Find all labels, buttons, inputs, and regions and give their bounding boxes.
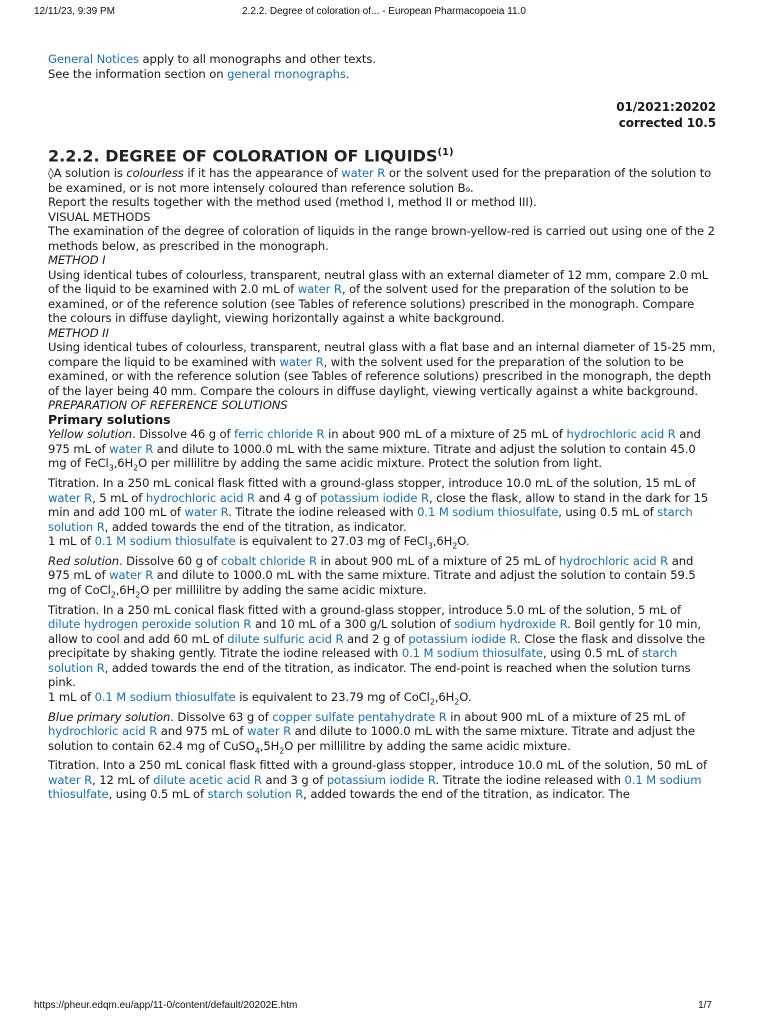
intro-italic: colourless [126, 166, 184, 181]
print-page-title: 2.2.2. Degree of coloration of... - European Pharmacopoeia 11.0 [242, 6, 526, 17]
dilute-sulfuric-acid-link[interactable]: dilute sulfuric acid R [227, 631, 344, 646]
monograph-content [48, 52, 716, 802]
general-notices-link[interactable]: General Notices [48, 52, 139, 66]
notices-text-2: See the information section on [48, 66, 228, 81]
general-monographs-link[interactable]: general monographs [227, 66, 346, 81]
text: ,6H [432, 534, 453, 549]
red-solution-paragraph [48, 554, 716, 603]
hydrochloric-acid-link[interactable]: hydrochloric acid R [558, 553, 669, 568]
text: Titration. In a 250 mL conical flask fitted with a ground-glass stopper, introduce 10.0 mL of the solution, 15 mL of [48, 476, 696, 491]
hydrochloric-acid-link[interactable]: hydrochloric acid R [566, 427, 676, 442]
text: . Dissolve 46 g of [132, 427, 235, 442]
text: , added towards the end of the titration, as indicator. [104, 519, 407, 534]
text: ,6H [115, 582, 136, 597]
yellow-equivalence [48, 534, 716, 554]
text: Titration. Into a 250 mL conical flask fitted with a ground-glass stopper, introduce 10.0 mL of the solution, 50 mL of [48, 758, 707, 773]
text: and dilute to 1000.0 mL with the same mixture. Titrate and adjust the solution to contain 62.4 mg of CuSO [48, 724, 695, 753]
text: , added towards the end of the titration, as indicator. The [303, 787, 630, 802]
text: and 3 g of [261, 772, 327, 787]
text: . Dissolve 63 g of [170, 709, 273, 724]
yellow-titration-paragraph [48, 476, 716, 534]
method-1-a: Using identical tubes of colourless, transparent, neutral glass with an external diameter of 12 mm, compare 2.0 mL of the liquid to be examined with 2.0 mL of [48, 267, 709, 297]
starch-solution-link[interactable]: starch solution R [207, 787, 304, 802]
subscript: 4 [254, 745, 260, 755]
text: , added towards the end of the titration, as indicator. The end-point is reached when the solution turns pink. [48, 660, 691, 690]
text: and 975 mL of [48, 553, 694, 583]
text: is equivalent to 23.79 mg of CoCl [235, 689, 430, 704]
text: is equivalent to 27.03 mg of FeCl [235, 534, 428, 549]
text: . Dissolve 60 g of [118, 553, 221, 568]
water-r-link[interactable]: water R [297, 282, 342, 297]
method-2-text [48, 340, 716, 398]
visual-methods-heading: VISUAL METHODS [48, 209, 151, 224]
subscript: 2 [135, 590, 141, 600]
report-paragraph: Report the results together with the method used (method I, method II or method III). [48, 195, 537, 210]
blue-solution-label: Blue primary solution [48, 709, 171, 724]
text: . Close the flask and dissolve the precipitate by shaking gently. Titrate the iodine released with [48, 631, 706, 661]
text: in about 900 mL of a mixture of 25 mL of [324, 427, 567, 442]
dilute-acetic-acid-link[interactable]: dilute acetic acid R [153, 772, 262, 787]
sodium-thiosulfate-link[interactable]: 0.1 M sodium thiosulfate [401, 646, 543, 661]
text: O per millilitre by adding the same acidic mixture. Protect the solution from light. [138, 456, 602, 471]
text: . Titrate the iodine released with [228, 505, 418, 520]
method-2-b: , with the solvent used for the preparation of the solution to be examined, or with the reference solution (see Tables of reference solutions) prescribed in the monograph, the depth of the layer being 40 mm. Compare the colours in diffuse daylight, viewing vertically against a white background. [48, 354, 712, 398]
document-id [48, 99, 716, 131]
subscript: 3 [427, 541, 433, 551]
text: and 975 mL of [48, 427, 701, 456]
method-1-b: , of the solvent used for the preparation of the solution to be examined, or of the reference solution (see Tables of reference solutions) prescribed in the monograph. Compare the colours in diffuse daylight, viewing horizontally against a white background. [48, 282, 695, 326]
sodium-thiosulfate-link[interactable]: 0.1 M sodium thiosulfate [48, 772, 702, 802]
text: ,6H [113, 456, 134, 471]
text: , using 0.5 mL of [108, 787, 208, 802]
cobalt-chloride-link[interactable]: cobalt chloride R [221, 553, 317, 568]
subscript: 2 [133, 463, 139, 473]
red-solution-label: Red solution [48, 553, 119, 568]
blue-solution-paragraph [48, 710, 716, 759]
general-monographs-line [48, 67, 716, 82]
method-2-heading: METHOD II [48, 325, 109, 340]
text: and 4 g of [254, 490, 320, 505]
text: , 12 mL of [92, 772, 154, 787]
subscript: 2 [279, 745, 285, 755]
browser-print-footer [0, 1000, 768, 1020]
text: and dilute to 1000.0 mL with the same mixture. Titrate and adjust the solution to contain 59.5 mg of CoCl [48, 568, 696, 597]
text: . Boil gently for 10 min, allow to cool and add 60 mL of [48, 617, 701, 646]
text: O. [457, 534, 470, 549]
red-equivalence [48, 690, 716, 710]
starch-solution-link[interactable]: starch solution R [48, 646, 678, 675]
print-url: https://pheur.edqm.eu/app/11-0/content/default/20202E.htm [34, 1000, 298, 1011]
text: . Titrate the iodine released with [435, 772, 625, 787]
title-footnote-ref[interactable]: (1) [437, 147, 454, 158]
water-r-link[interactable]: water R [109, 568, 154, 583]
subscript: 3 [108, 463, 114, 473]
text: and 975 mL of [157, 724, 247, 739]
red-titration-paragraph [48, 603, 716, 690]
sodium-thiosulfate-link[interactable]: 0.1 M sodium thiosulfate [417, 505, 559, 520]
ferric-chloride-link[interactable]: ferric chloride R [234, 427, 325, 442]
text: ,6H [434, 689, 455, 704]
intro-text: if it has the appearance of [183, 166, 342, 181]
method-1-text [48, 268, 716, 326]
hydrochloric-acid-link[interactable]: hydrochloric acid R [48, 724, 158, 739]
subscript: 2 [429, 697, 435, 707]
notices-text: apply to all monographs and other texts. [138, 52, 376, 66]
document-number: 01/2021:20202 [616, 100, 716, 114]
water-r-link[interactable]: water R [341, 166, 386, 181]
text: Titration. In a 250 mL conical flask fitted with a ground-glass stopper, introduce 5.0 mL of the solution, 5 mL of [48, 602, 681, 617]
browser-print-header [0, 0, 768, 22]
starch-solution-link[interactable]: starch solution R [48, 505, 693, 534]
blue-titration-paragraph [48, 758, 716, 802]
text: 1 mL of [48, 689, 95, 704]
copper-sulfate-link[interactable]: copper sulfate pentahydrate R [272, 709, 447, 724]
page-title [48, 143, 716, 166]
sodium-thiosulfate-link[interactable]: 0.1 M sodium thiosulfate [94, 689, 236, 704]
text: O. [459, 689, 472, 704]
text: in about 900 mL of a mixture of 25 mL of [446, 709, 686, 724]
water-r-link[interactable]: water R [184, 505, 229, 520]
text: 1 mL of [48, 534, 95, 549]
text: , close the flask, allow to stand in the dark for 15 min and add 100 mL of [48, 490, 709, 520]
title-text: 2.2.2. DEGREE OF COLORATION OF LIQUIDS [48, 146, 438, 166]
sodium-hydroxide-link[interactable]: sodium hydroxide R [454, 617, 568, 632]
water-r-link[interactable]: water R [48, 490, 93, 505]
hydrogen-peroxide-link[interactable]: dilute hydrogen peroxide solution R [48, 617, 252, 632]
text: and 2 g of [343, 631, 409, 646]
potassium-iodide-link[interactable]: potassium iodide R [326, 772, 436, 787]
print-page-number: 1/7 [698, 1000, 712, 1011]
text: , 5 mL of [92, 490, 146, 505]
hydrochloric-acid-link[interactable]: hydrochloric acid R [145, 490, 255, 505]
document-correction: corrected 10.5 [618, 116, 716, 130]
water-r-link[interactable]: water R [246, 724, 292, 739]
text: in about 900 mL of a mixture of 25 mL of [316, 553, 559, 568]
text: O per millilitre by adding the same acidic mixture. [140, 582, 427, 597]
intro-text: or the solvent used for the preparation of the solution to be examined, or is not more intensely coloured than reference solution B₉. [48, 166, 712, 195]
sodium-thiosulfate-link[interactable]: 0.1 M sodium thiosulfate [94, 534, 236, 549]
intro-text: ◊A solution is [48, 166, 127, 181]
water-r-link[interactable]: water R [279, 354, 324, 369]
subscript: 2 [110, 590, 116, 600]
text: O per millilitre by adding the same acidic mixture. [284, 738, 571, 753]
print-datetime: 12/11/23, 9:39 PM [34, 6, 115, 17]
primary-solutions-heading: Primary solutions [48, 411, 171, 427]
yellow-solution-paragraph [48, 427, 716, 476]
visual-methods-text: The examination of the degree of coloration of liquids in the range brown-yellow-red is carried out using one of the 2 methods below, as prescribed in the monograph. [48, 224, 715, 253]
text: , using 0.5 mL of [558, 505, 658, 520]
intro-paragraph [48, 166, 716, 195]
yellow-solution-label: Yellow solution [48, 427, 133, 442]
notices-text-3: . [345, 66, 350, 81]
potassium-iodide-link[interactable]: potassium iodide R [319, 490, 429, 505]
text: and 10 mL of a 300 g/L solution of [251, 617, 455, 632]
subscript: 2 [452, 541, 458, 551]
general-notices-line [48, 52, 716, 67]
potassium-iodide-link[interactable]: potassium iodide R [408, 631, 518, 646]
text: ,5H [259, 738, 280, 753]
water-r-link[interactable]: water R [109, 441, 154, 456]
method-2-a: Using identical tubes of colourless, transparent, neutral glass with a flat base and an internal diameter of 15-25 mm, compare the liquid to be examined with [48, 340, 716, 369]
text: , using 0.5 mL of [542, 646, 642, 661]
preparation-heading: PREPARATION OF REFERENCE SOLUTIONS [48, 398, 288, 413]
water-r-link[interactable]: water R [48, 772, 93, 787]
text: and dilute to 1000.0 mL with the same mixture. Titrate and adjust the solution to contain 45.0 mg of FeCl [48, 441, 696, 471]
method-1-heading: METHOD I [48, 253, 106, 268]
subscript: 2 [454, 697, 460, 707]
